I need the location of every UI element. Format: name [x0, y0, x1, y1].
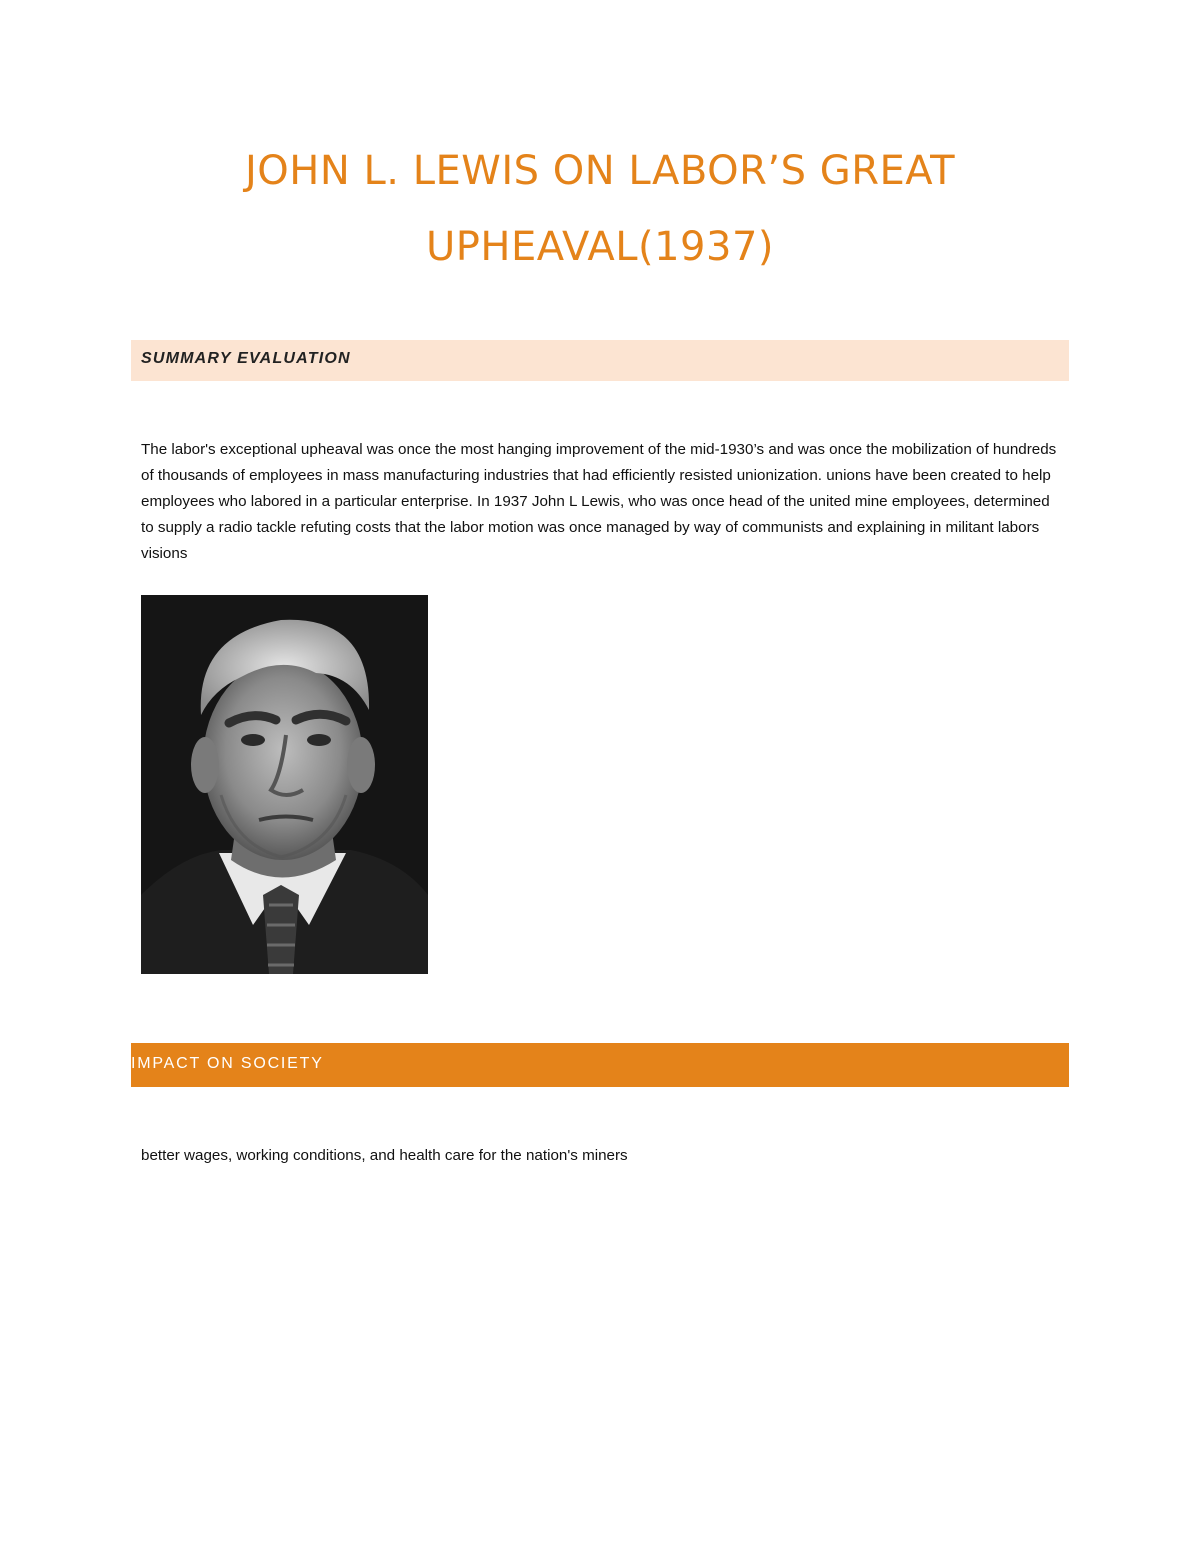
impact-heading: IMPACT ON SOCIETY — [131, 1055, 324, 1072]
document-title-line-1: JOHN L. LEWIS ON LABOR’S GREAT — [245, 148, 955, 194]
impact-heading-band — [131, 1043, 1069, 1087]
summary-paragraph: The labor's exceptional upheaval was once the most hanging improvement of the mid-1930’s and was once the mobilization of hundreds of thousands of employees in mass manufacturing industries that had efficiently resisted unionization. unions have been created to help employees who labored in a particular enterprise. In 1937 John L Lewis, who was once head of the united mine employees, determined to supply a radio tackle refuting costs that the labor motion was once managed by way of communists and explaining in militant labors visions — [141, 441, 1057, 562]
portrait-photo — [141, 595, 428, 974]
summary-heading-band — [131, 340, 1069, 381]
document-title-line-2: UPHEAVAL(1937) — [425, 224, 774, 270]
impact-paragraph: better wages, working conditions, and health care for the nation's miners — [141, 1147, 628, 1164]
summary-heading: SUMMARY EVALUATION — [141, 350, 351, 367]
